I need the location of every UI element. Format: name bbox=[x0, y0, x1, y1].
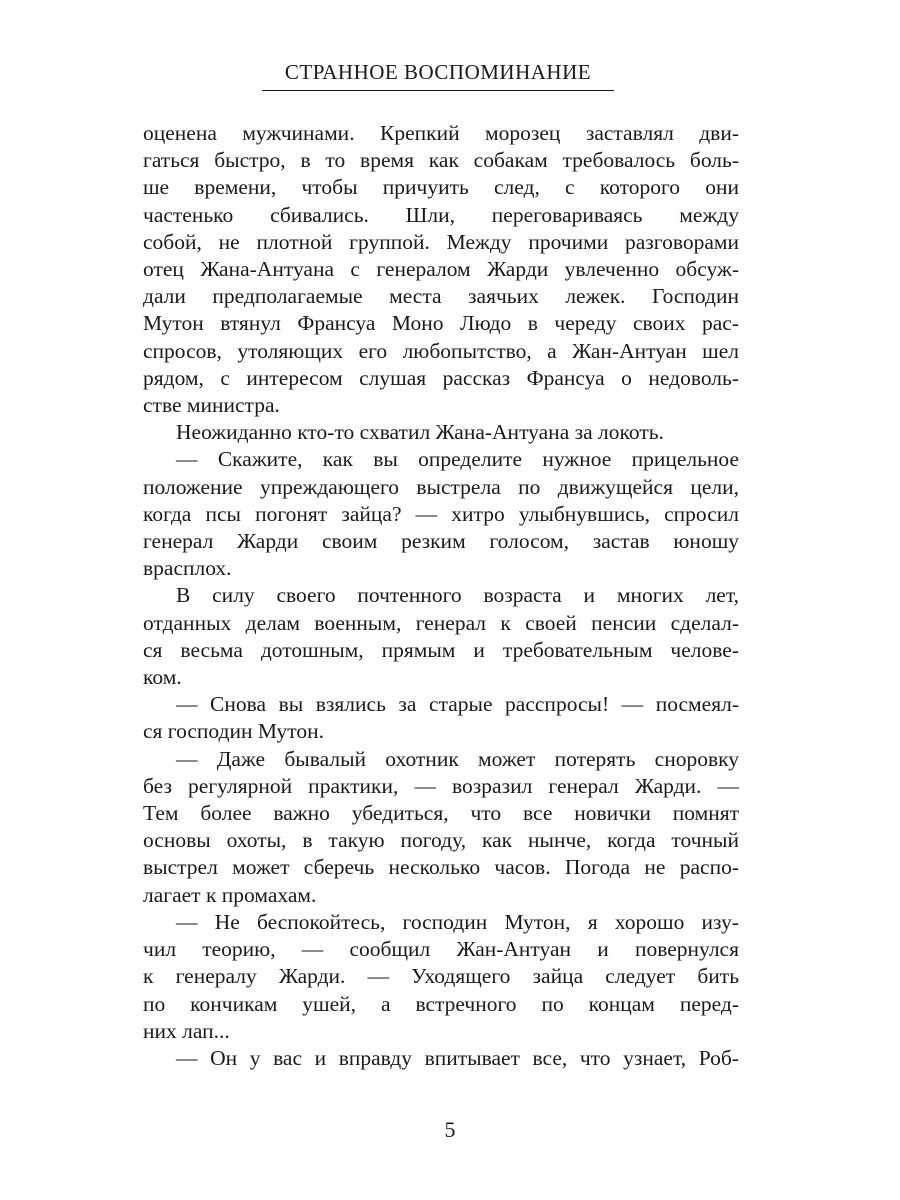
text-line: ся господин Мутон. bbox=[143, 719, 324, 744]
text-line: — Даже бывалый охотник может потерять сноровку bbox=[176, 746, 739, 771]
text-line: врасплох. bbox=[143, 556, 232, 581]
text-line: ся весьма дотошным, прямым и требовательным челове- bbox=[143, 637, 739, 662]
text-line: спросов, утоляющих его любопытство, а Жан-Антуан шел bbox=[143, 338, 739, 363]
running-title: СТРАННОЕ ВОСПОМИНАНИЕ bbox=[284, 60, 592, 84]
text-line: гаться быстро, в то время как собакам требовалось боль- bbox=[143, 148, 739, 173]
body-text bbox=[143, 120, 739, 1072]
header-rule bbox=[262, 90, 614, 91]
page-number: 5 bbox=[444, 1117, 456, 1142]
text-line: частенько сбивались. Шли, переговариваясь между bbox=[143, 202, 739, 227]
text-line: выстрел может сберечь несколько часов. Погода не распо- bbox=[143, 855, 739, 880]
running-header bbox=[262, 60, 614, 91]
text-line: отданных делам военным, генерал к своей пенсии сделал- bbox=[143, 610, 739, 635]
text-line: — Снова вы взялись за старые расспросы! — посмеял- bbox=[176, 692, 739, 717]
text-line: ше времени, чтобы причуить след, с которого они bbox=[143, 175, 739, 200]
text-line: к генералу Жарди. — Уходящего зайца следует бить bbox=[143, 964, 739, 989]
text-line: Тем более важно убедиться, что все новички помнят bbox=[143, 801, 739, 826]
text-line: генерал Жарди своим резким голосом, застав юношу bbox=[143, 529, 739, 554]
text-line: когда псы погонят зайца? — хитро улыбнувшись, спросил bbox=[143, 501, 739, 526]
text-line: собой, не плотной группой. Между прочими разговорами bbox=[143, 229, 739, 254]
text-line: — Не беспокойтесь, господин Мутон, я хорошо изу- bbox=[176, 909, 739, 934]
text-line: В силу своего почтенного возраста и многих лет, bbox=[176, 583, 739, 608]
text-line: дали предполагаемые места заячьих лежек. Господин bbox=[143, 284, 739, 309]
text-line: основы охоты, в такую погоду, как нынче, когда точный bbox=[143, 828, 739, 853]
text-line: лагает к промахам. bbox=[143, 882, 317, 907]
text-line: чил теорию, — сообщил Жан-Антуан и повернулся bbox=[143, 937, 739, 962]
text-line: ком. bbox=[143, 665, 182, 690]
text-line: них лап... bbox=[143, 1018, 230, 1043]
text-line: — Он у вас и вправду впитывает все, что узнает, Роб- bbox=[176, 1045, 739, 1070]
text-line: Мутон втянул Франсуа Моно Людо в череду своих рас- bbox=[143, 311, 739, 336]
text-line: по кончикам ушей, а встречного по концам перед- bbox=[143, 991, 739, 1016]
text-line: без регулярной практики, — возразил генерал Жарди. — bbox=[143, 773, 739, 798]
text-line: рядом, с интересом слушая рассказ Франсуа о недоволь- bbox=[143, 365, 739, 390]
text-line: стве министра. bbox=[143, 393, 280, 418]
text-line: — Скажите, как вы определите нужное прицельное bbox=[176, 447, 739, 472]
text-line: отец Жана-Антуана с генералом Жарди увлеченно обсуж- bbox=[143, 257, 739, 282]
text-line: положение упреждающего выстрела по движущейся цели, bbox=[143, 474, 739, 499]
text-line: Неожиданно кто-то схватил Жана-Антуана за локоть. bbox=[176, 420, 664, 445]
text-line: оцененa мужчинами. Крепкий морозец заставлял дви- bbox=[143, 121, 739, 145]
